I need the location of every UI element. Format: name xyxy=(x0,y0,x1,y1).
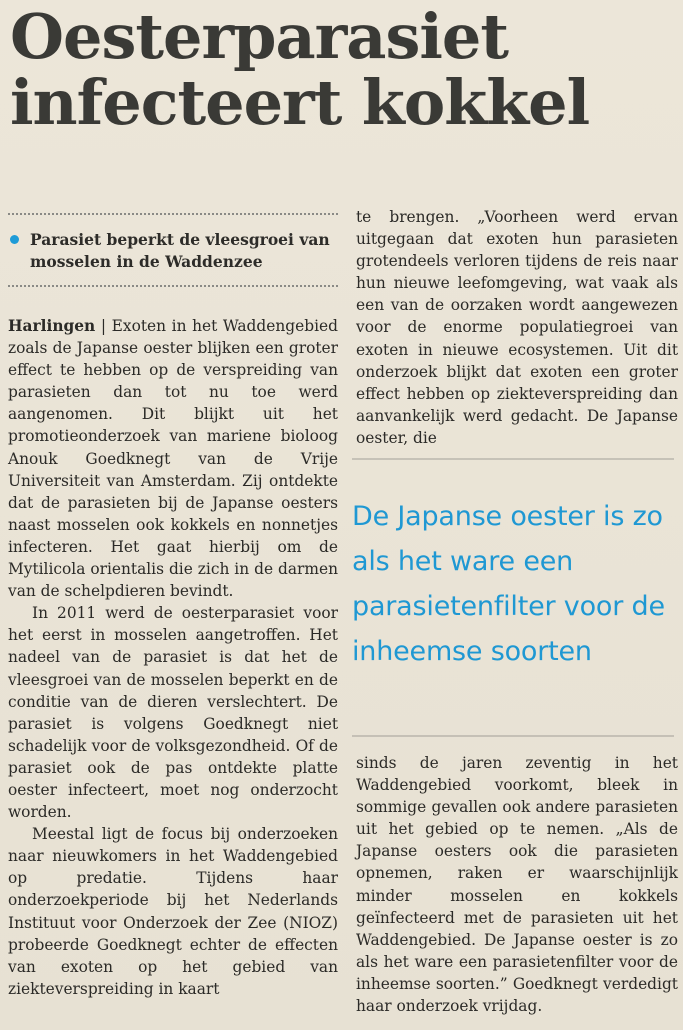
right-column-top xyxy=(356,206,678,449)
paragraph-5: sinds de jaren zeventig in het Waddengebied voorkomt, bleek in sommige gevallen ook andere parasieten uit het gebied op te nemen. „Als de Japanse oesters ook die parasieten opnemen, raken er waarschijnlijk minder mosselen en kokkels geïnfecteerd met de parasieten uit het Waddengebied. De Japanse oester is zo als het ware een parasietenfilter voor de inheemse soorten.” Goedknegt verdedigt haar onderzoek vrijdag. xyxy=(356,754,678,1016)
subheadline-box xyxy=(8,213,338,287)
pull-quote-rule-bottom xyxy=(352,735,674,737)
pull-quote: De Japanse oester is zo als het ware een parasietenfilter voor de inheemse soorten xyxy=(352,501,665,667)
bullet-icon xyxy=(10,235,19,244)
paragraph-1-text: Exoten in het Waddengebied zoals de Japanse oester blijken een groter effect te hebben op de verspreiding van parasieten dan tot nu toe werd aangenomen. Dit blijkt uit het promotieonderzoek van mariene bioloog Anouk Goedknegt van de Vrije Universiteit van Amsterdam. Zij ontdekte dat de parasieten bij de Japanse oesters naast mosselen ook kokkels en nonnetjes infecteren. Het gaat hierbij om de Mytilicola orientalis die zich in de darmen van de schelpdieren bevindt. xyxy=(8,317,338,601)
paragraph-1 xyxy=(8,315,338,602)
dateline-separator: | xyxy=(95,317,112,335)
right-column-bottom xyxy=(356,752,678,1017)
paragraph-4: te brengen. „Voorheen werd ervan uitgegaan dat exoten hun parasieten grotendeels verloren tijdens de reis naar hun nieuwe leefomgeving, wat vaak als een van de oorzaken wordt aangewezen voor de enorme populatiegroei van exoten in nieuwe ecosystemen. Uit dit onderzoek blijkt dat exoten een groter effect hebben op ziekteverspreiding dan aanvankelijk werd gedacht. De Japanse oester, die xyxy=(356,208,678,447)
left-column xyxy=(8,315,338,1000)
pull-quote-rule-top xyxy=(352,458,674,460)
paragraph-2: In 2011 werd de oesterparasiet voor het eerst in mosselen aangetroffen. Het nadeel van de parasiet is dat het de vleesgroei van de mosselen beperkt en de conditie van de dieren verslechtert. De parasiet is volgens Goedknegt niet schadelijk voor de volksgezondheid. Of de parasiet ook de pas ontdekte platte oester infecteert, moet nog onderzocht worden. xyxy=(8,604,338,822)
paragraph-3: Meestal ligt de focus bij onderzoeken naar nieuwkomers in het Waddengebied op predatie. Tijdens haar onderzoekperiode bij het Nederlands Instituut voor Onderzoek der Zee (NIOZ) probeerde Goedknegt echter de effecten van exoten op het gebied van ziekteverspreiding in kaart xyxy=(8,825,338,998)
dateline: Harlingen xyxy=(8,317,96,335)
subheadline: Parasiet beperkt de vleesgroei van mosselen in de Waddenzee xyxy=(30,230,330,271)
headline: Oesterparasiet infecteert kokkel xyxy=(10,0,590,139)
